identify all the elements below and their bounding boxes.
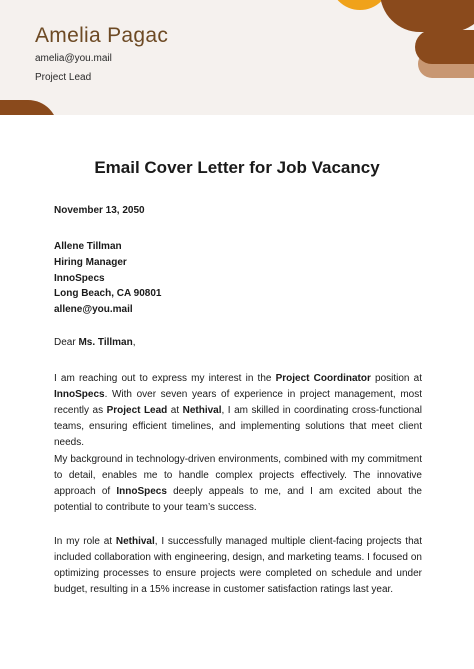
recipient-name: Allene Tillman bbox=[54, 241, 122, 252]
p1-bold-company: InnoSpecs bbox=[54, 388, 105, 400]
p3-text-1: In my role at bbox=[54, 536, 116, 547]
salutation-name: Ms. Tillman bbox=[78, 337, 133, 348]
p1-text-1: I am reaching out to express my interest in the bbox=[54, 373, 276, 384]
p2-bold-company: InnoSpecs bbox=[116, 485, 167, 497]
sender-name: Amelia Pagac bbox=[35, 24, 169, 47]
p1-text-3: . With over seven years of experience in project management, most recently as bbox=[54, 388, 422, 416]
salutation bbox=[54, 337, 136, 348]
p1-bold-role: Project Lead bbox=[106, 404, 168, 416]
decorative-shape-brown-bottom-left bbox=[0, 100, 58, 115]
recipient-position: Hiring Manager bbox=[54, 256, 127, 268]
p2-text-1: My background in technology-driven environments, combined with my commitment to detail, enables me to handle complex projects effectively. The innovative approach of bbox=[54, 454, 422, 497]
letter-date: November 13, 2050 bbox=[54, 205, 145, 216]
salutation-prefix: Dear bbox=[54, 337, 79, 348]
p1-text-2: position at bbox=[370, 373, 422, 384]
p1-bold-position: Project Coordinator bbox=[275, 373, 371, 384]
paragraph-background bbox=[54, 452, 422, 516]
decorative-shape-brown-top bbox=[380, 0, 474, 32]
p2-text-2: deeply appeals to me, and I am excited about the potential to contribute to your team’s success. bbox=[54, 485, 422, 513]
sender-role: Project Lead bbox=[35, 72, 92, 83]
decorative-shape-brown-right bbox=[415, 30, 474, 64]
recipient-email: allene@you.mail bbox=[54, 304, 133, 316]
letterhead bbox=[0, 0, 474, 115]
paragraph-intro bbox=[54, 371, 422, 451]
sender-email: amelia@you.mail bbox=[35, 53, 112, 64]
paragraph-experience bbox=[54, 534, 422, 598]
p1-text-5: , I am skilled in coordinating cross-functional teams, ensuring efficient timelines, and implementing solutions that meet client needs. bbox=[54, 404, 422, 448]
p3-bold-employer: Nethival bbox=[115, 536, 155, 547]
p3-text-2: , I successfully managed multiple client-facing projects that included collaboration with engineering, design, and marketing teams. I focused on optimizing processes to ensure projects were completed on schedule and under budget, resulting in a 15% increase in customer satisfaction ratings last year. bbox=[54, 536, 422, 595]
salutation-suffix: , bbox=[132, 337, 136, 348]
recipient-company: InnoSpecs bbox=[54, 272, 105, 284]
p1-text-4: at bbox=[167, 404, 183, 416]
letter-title: Email Cover Letter for Job Vacancy bbox=[94, 158, 380, 177]
recipient-city: Long Beach, CA 90801 bbox=[54, 288, 162, 300]
recipient-address bbox=[54, 239, 161, 318]
p1-bold-employer: Nethival bbox=[182, 404, 222, 416]
